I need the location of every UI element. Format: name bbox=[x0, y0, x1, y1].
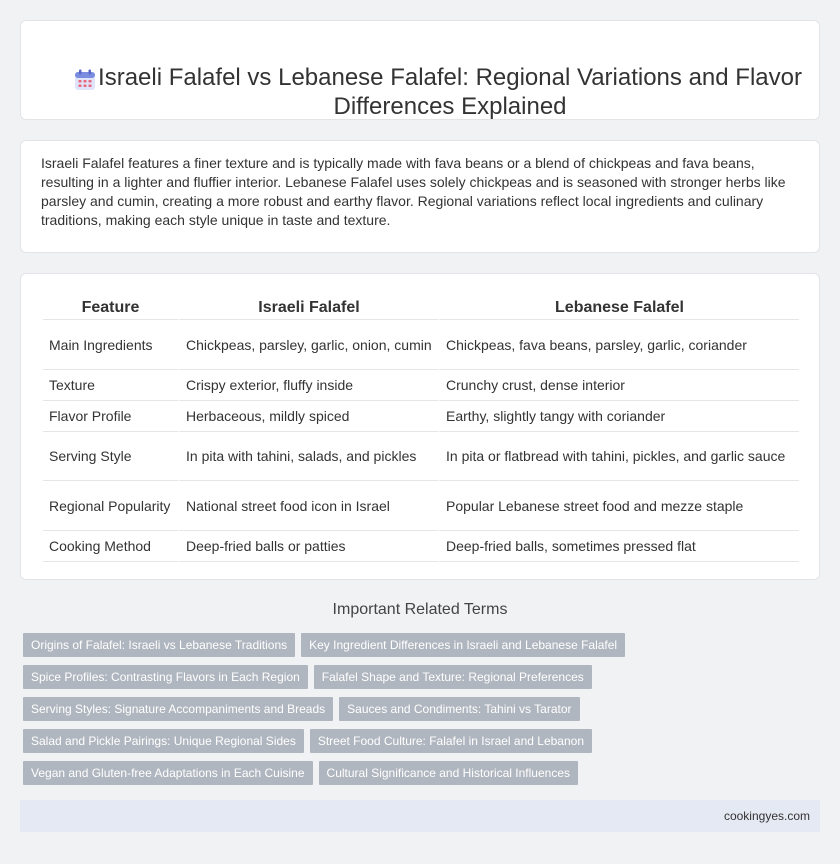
tag-row bbox=[23, 729, 823, 753]
table-row bbox=[43, 531, 799, 562]
related-term-tag[interactable]: Street Food Culture: Falafel in Israel and Lebanon bbox=[310, 729, 592, 753]
row-lebanese: Deep-fried balls, sometimes pressed flat bbox=[438, 531, 799, 562]
row-feature: Flavor Profile bbox=[43, 401, 178, 432]
row-feature: Main Ingredients bbox=[43, 320, 178, 370]
related-term-tag[interactable]: Vegan and Gluten-free Adaptations in Each Cuisine bbox=[23, 761, 313, 785]
table-row bbox=[43, 370, 799, 401]
row-israeli: Crispy exterior, fluffy inside bbox=[178, 370, 438, 401]
tag-row bbox=[23, 697, 823, 721]
related-term-tag[interactable]: Cultural Significance and Historical Influences bbox=[319, 761, 578, 785]
header-lebanese: Lebanese Falafel bbox=[438, 294, 799, 320]
footer-site-link[interactable]: cookingyes.com bbox=[723, 809, 810, 823]
related-term-tag[interactable]: Sauces and Condiments: Tahini vs Tarator bbox=[339, 697, 579, 721]
intro-card bbox=[20, 140, 820, 253]
row-israeli: Herbaceous, mildly spiced bbox=[178, 401, 438, 432]
row-lebanese: Popular Lebanese street food and mezze staple bbox=[438, 481, 799, 531]
related-term-tag[interactable]: Origins of Falafel: Israeli vs Lebanese Traditions bbox=[23, 633, 295, 657]
row-lebanese: Crunchy crust, dense interior bbox=[438, 370, 799, 401]
related-terms-title: Important Related Terms bbox=[332, 601, 508, 618]
row-feature: Texture bbox=[43, 370, 178, 401]
comparison-table-card bbox=[20, 273, 820, 580]
row-feature: Cooking Method bbox=[43, 531, 178, 562]
title-card bbox=[20, 20, 820, 120]
row-feature: Serving Style bbox=[43, 432, 178, 481]
row-lebanese: In pita or flatbread with tahini, pickles, and garlic sauce bbox=[438, 432, 799, 481]
page-title: Israeli Falafel vs Lebanese Falafel: Regional Variations and Flavor Differences Explained bbox=[98, 64, 802, 120]
related-term-tag[interactable]: Key Ingredient Differences in Israeli and Lebanese Falafel bbox=[301, 633, 625, 657]
related-term-tag[interactable]: Falafel Shape and Texture: Regional Preferences bbox=[314, 665, 592, 689]
footer bbox=[20, 800, 820, 832]
related-terms-list bbox=[23, 633, 823, 793]
header-feature: Feature bbox=[43, 294, 178, 320]
tag-row bbox=[23, 761, 823, 785]
header-israeli: Israeli Falafel bbox=[178, 294, 438, 320]
row-israeli: Chickpeas, parsley, garlic, onion, cumin bbox=[178, 320, 438, 370]
related-term-tag[interactable]: Serving Styles: Signature Accompaniments and Breads bbox=[23, 697, 333, 721]
row-israeli: In pita with tahini, salads, and pickles bbox=[178, 432, 438, 481]
table-row bbox=[43, 320, 799, 370]
comparison-table bbox=[43, 294, 799, 562]
intro-paragraph: Israeli Falafel features a finer texture and is typically made with fava beans or a blend of chickpeas and fava beans, resulting in a lighter and fluffier interior. Lebanese Falafel uses solely chickpeas and is seasoned with stronger herbs like parsley and cumin, creating a more robust and earthy flavor. Regional variations reflect local ingredients and culinary traditions, making each style unique in taste and texture. bbox=[41, 155, 786, 228]
row-israeli: National street food icon in Israel bbox=[178, 481, 438, 531]
related-term-tag[interactable]: Salad and Pickle Pairings: Unique Regional Sides bbox=[23, 729, 304, 753]
table-row bbox=[43, 401, 799, 432]
table-row bbox=[43, 432, 799, 481]
row-lebanese: Earthy, slightly tangy with coriander bbox=[438, 401, 799, 432]
tag-row bbox=[23, 633, 823, 657]
table-row bbox=[43, 481, 799, 531]
row-israeli: Deep-fried balls or patties bbox=[178, 531, 438, 562]
tag-row bbox=[23, 665, 823, 689]
related-term-tag[interactable]: Spice Profiles: Contrasting Flavors in Each Region bbox=[23, 665, 308, 689]
row-lebanese: Chickpeas, fava beans, parsley, garlic, coriander bbox=[438, 320, 799, 370]
row-feature: Regional Popularity bbox=[43, 481, 178, 531]
table-header-row bbox=[43, 294, 799, 320]
